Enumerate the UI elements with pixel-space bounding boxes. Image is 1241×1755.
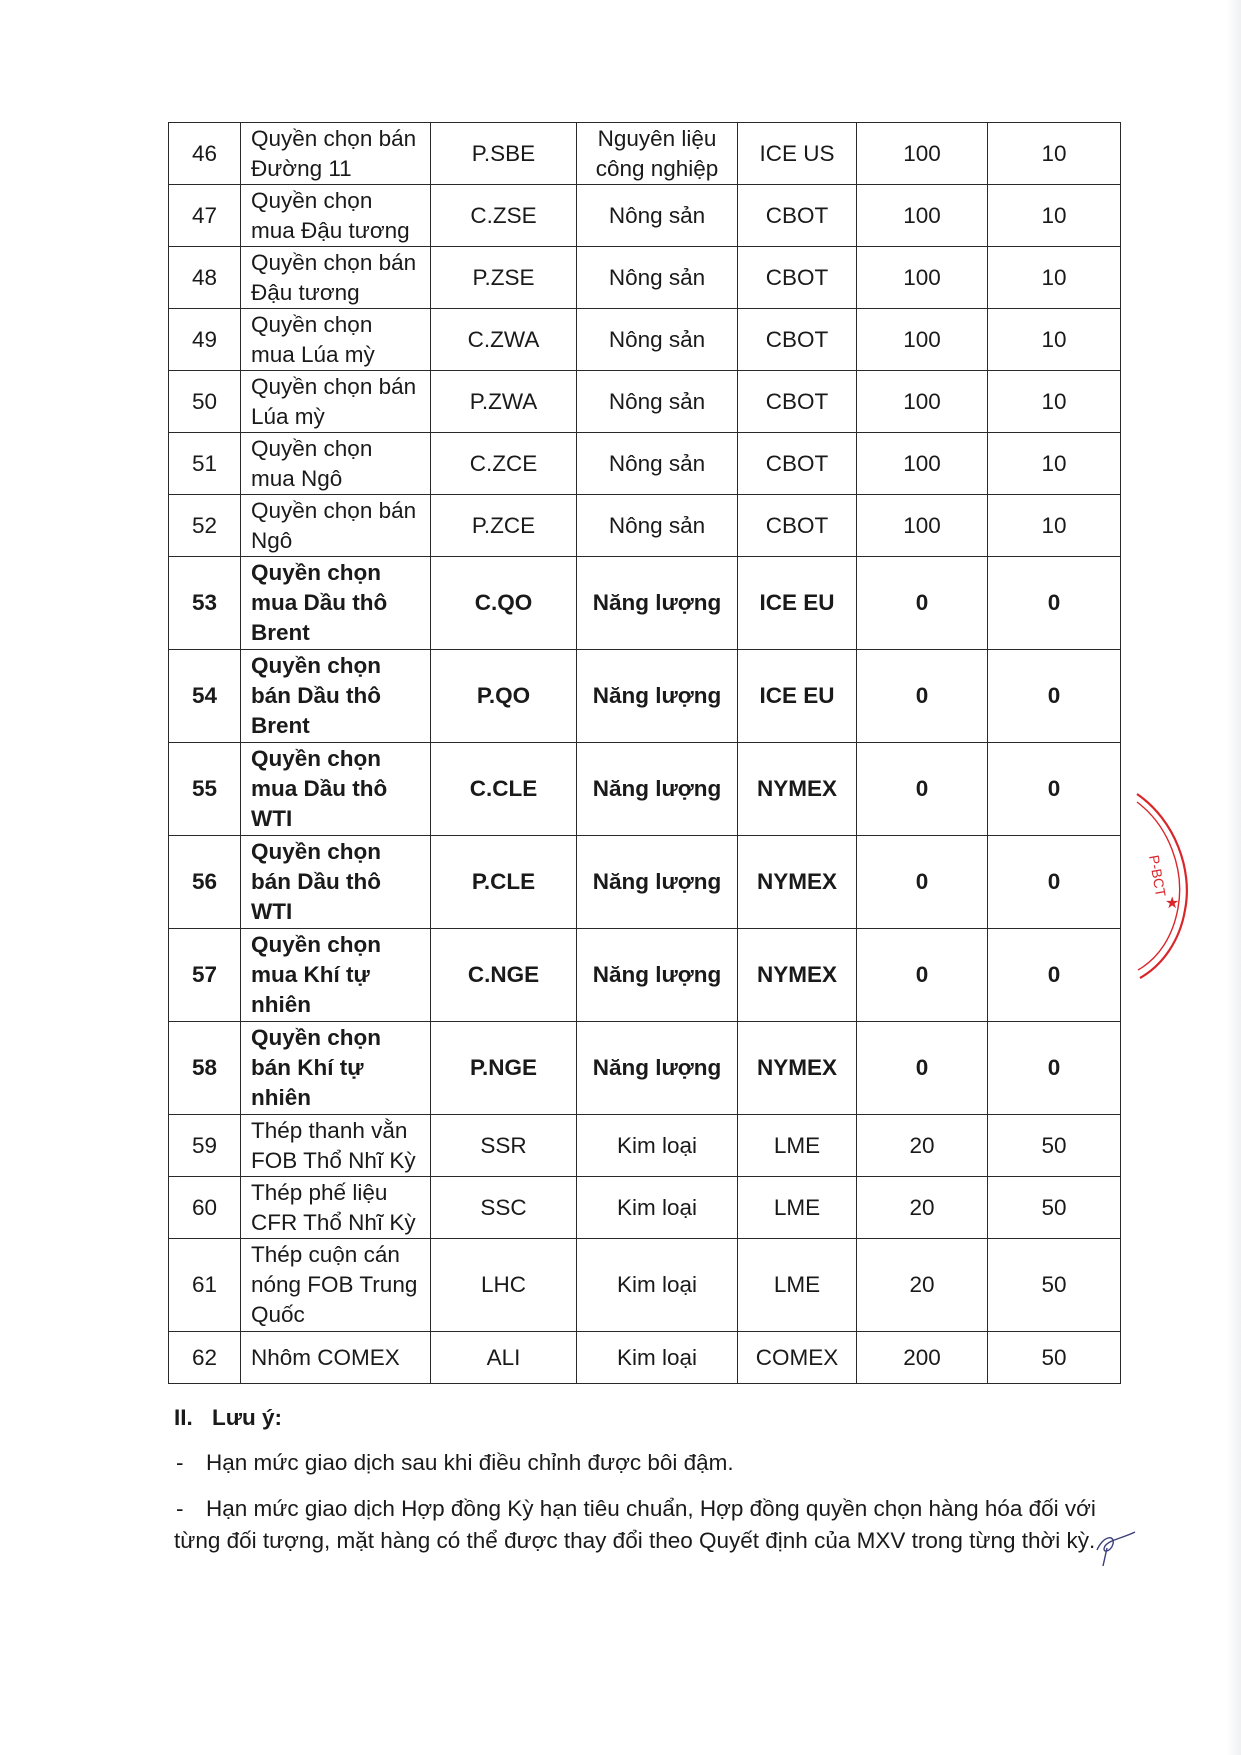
cell-limit-2: 0 — [988, 650, 1121, 743]
note-bullet: - — [176, 1450, 184, 1475]
cell-number: 54 — [169, 650, 241, 743]
cell-code: P.QO — [431, 650, 577, 743]
cell-name: Quyền chọn bán Khí tự nhiên — [241, 1022, 431, 1115]
cell-limit-1: 100 — [857, 247, 988, 309]
cell-number: 48 — [169, 247, 241, 309]
cell-group: Kim loại — [577, 1115, 738, 1177]
cell-name: Quyền chọn mua Khí tự nhiên — [241, 929, 431, 1022]
cell-code: SSC — [431, 1177, 577, 1239]
cell-limit-1: 100 — [857, 371, 988, 433]
note-item — [174, 1447, 1124, 1479]
cell-name: Quyền chọn bán Đường 11 — [241, 123, 431, 185]
table-row — [169, 1177, 1121, 1239]
table-row — [169, 557, 1121, 650]
table-row — [169, 185, 1121, 247]
cell-number: 57 — [169, 929, 241, 1022]
cell-limit-2: 10 — [988, 123, 1121, 185]
cell-exchange: ICE EU — [738, 650, 857, 743]
cell-limit-2: 50 — [988, 1177, 1121, 1239]
cell-limit-2: 0 — [988, 929, 1121, 1022]
cell-name: Nhôm COMEX — [241, 1332, 431, 1384]
cell-exchange: CBOT — [738, 185, 857, 247]
cell-exchange: NYMEX — [738, 1022, 857, 1115]
cell-group: Kim loại — [577, 1177, 738, 1239]
cell-number: 59 — [169, 1115, 241, 1177]
cell-limit-1: 0 — [857, 557, 988, 650]
cell-number: 53 — [169, 557, 241, 650]
official-stamp-fragment — [1135, 790, 1195, 980]
cell-group: Nông sản — [577, 309, 738, 371]
notes-number: II. — [174, 1405, 193, 1430]
cell-group: Năng lượng — [577, 836, 738, 929]
cell-code: C.ZWA — [431, 309, 577, 371]
cell-group: Nông sản — [577, 495, 738, 557]
cell-group: Nông sản — [577, 185, 738, 247]
table-row — [169, 309, 1121, 371]
cell-exchange: ICE US — [738, 123, 857, 185]
cell-code: SSR — [431, 1115, 577, 1177]
cell-code: P.CLE — [431, 836, 577, 929]
cell-exchange: NYMEX — [738, 836, 857, 929]
cell-code: P.ZWA — [431, 371, 577, 433]
cell-group: Nguyên liệu công nghiệp — [577, 123, 738, 185]
cell-name: Thép cuộn cán nóng FOB Trung Quốc — [241, 1239, 431, 1332]
cell-limit-1: 0 — [857, 929, 988, 1022]
table-row — [169, 1239, 1121, 1332]
cell-exchange: ICE EU — [738, 557, 857, 650]
table-row — [169, 1022, 1121, 1115]
cell-limit-2: 10 — [988, 371, 1121, 433]
note-text: Hạn mức giao dịch Hợp đồng Kỳ hạn tiêu chuẩn, Hợp đồng quyền chọn hàng hóa đối với từng đối tượng, mặt hàng có thể được thay đổi theo Quyết định của MXV trong từng thời kỳ. — [174, 1496, 1096, 1553]
cell-name: Quyền chọn mua Dầu thô Brent — [241, 557, 431, 650]
cell-limit-2: 0 — [988, 557, 1121, 650]
cell-limit-1: 20 — [857, 1115, 988, 1177]
cell-name: Thép phế liệu CFR Thổ Nhĩ Kỳ — [241, 1177, 431, 1239]
cell-limit-2: 10 — [988, 309, 1121, 371]
cell-name: Quyền chọn mua Đậu tương — [241, 185, 431, 247]
stamp-text: P-BCT — [1146, 853, 1170, 898]
cell-number: 56 — [169, 836, 241, 929]
table-row — [169, 495, 1121, 557]
cell-exchange: CBOT — [738, 433, 857, 495]
cell-name: Quyền chọn bán Dầu thô Brent — [241, 650, 431, 743]
cell-limit-2: 50 — [988, 1332, 1121, 1384]
cell-group: Năng lượng — [577, 743, 738, 836]
cell-limit-2: 10 — [988, 495, 1121, 557]
cell-exchange: CBOT — [738, 495, 857, 557]
table-row — [169, 123, 1121, 185]
cell-limit-1: 20 — [857, 1239, 988, 1332]
cell-exchange: LME — [738, 1115, 857, 1177]
trading-limits-table — [168, 122, 1121, 1384]
table-row — [169, 650, 1121, 743]
cell-code: C.ZSE — [431, 185, 577, 247]
cell-code: P.ZCE — [431, 495, 577, 557]
cell-group: Kim loại — [577, 1332, 738, 1384]
table-row — [169, 1115, 1121, 1177]
cell-code: C.CLE — [431, 743, 577, 836]
cell-group: Năng lượng — [577, 650, 738, 743]
notes-title: Lưu ý: — [212, 1405, 283, 1430]
cell-number: 46 — [169, 123, 241, 185]
cell-limit-1: 200 — [857, 1332, 988, 1384]
page-edge-shadow — [1227, 0, 1241, 1755]
cell-exchange: CBOT — [738, 371, 857, 433]
cell-group: Nông sản — [577, 247, 738, 309]
cell-code: ALI — [431, 1332, 577, 1384]
note-item — [174, 1493, 1124, 1557]
notes-heading — [174, 1405, 282, 1431]
table-row — [169, 371, 1121, 433]
cell-code: P.SBE — [431, 123, 577, 185]
cell-exchange: CBOT — [738, 309, 857, 371]
cell-exchange: CBOT — [738, 247, 857, 309]
cell-code: P.ZSE — [431, 247, 577, 309]
cell-name: Thép thanh vằn FOB Thổ Nhĩ Kỳ — [241, 1115, 431, 1177]
table-row — [169, 743, 1121, 836]
cell-limit-1: 20 — [857, 1177, 988, 1239]
cell-limit-2: 10 — [988, 247, 1121, 309]
cell-code: P.NGE — [431, 1022, 577, 1115]
cell-name: Quyền chọn mua Lúa mỳ — [241, 309, 431, 371]
cell-code: LHC — [431, 1239, 577, 1332]
cell-code: C.NGE — [431, 929, 577, 1022]
table-row — [169, 247, 1121, 309]
cell-limit-1: 0 — [857, 836, 988, 929]
cell-number: 55 — [169, 743, 241, 836]
cell-limit-1: 100 — [857, 433, 988, 495]
cell-group: Năng lượng — [577, 557, 738, 650]
cell-name: Quyền chọn mua Dầu thô WTI — [241, 743, 431, 836]
cell-limit-2: 50 — [988, 1115, 1121, 1177]
cell-name: Quyền chọn bán Đậu tương — [241, 247, 431, 309]
cell-limit-1: 0 — [857, 650, 988, 743]
star-icon: ★ — [1165, 893, 1180, 912]
cell-name: Quyền chọn bán Lúa mỳ — [241, 371, 431, 433]
cell-limit-2: 0 — [988, 1022, 1121, 1115]
cell-limit-2: 0 — [988, 836, 1121, 929]
cell-exchange: LME — [738, 1177, 857, 1239]
table-row — [169, 929, 1121, 1022]
initials-signature — [1093, 1528, 1138, 1568]
cell-limit-1: 0 — [857, 1022, 988, 1115]
table-row — [169, 836, 1121, 929]
cell-group: Nông sản — [577, 371, 738, 433]
cell-number: 47 — [169, 185, 241, 247]
cell-limit-1: 0 — [857, 743, 988, 836]
cell-number: 62 — [169, 1332, 241, 1384]
note-text: Hạn mức giao dịch sau khi điều chỉnh được bôi đậm. — [206, 1450, 734, 1475]
cell-exchange: LME — [738, 1239, 857, 1332]
cell-name: Quyền chọn bán Dầu thô WTI — [241, 836, 431, 929]
cell-exchange: NYMEX — [738, 929, 857, 1022]
cell-limit-1: 100 — [857, 185, 988, 247]
cell-exchange: NYMEX — [738, 743, 857, 836]
cell-limit-1: 100 — [857, 495, 988, 557]
cell-name: Quyền chọn mua Ngô — [241, 433, 431, 495]
cell-group: Nông sản — [577, 433, 738, 495]
cell-exchange: COMEX — [738, 1332, 857, 1384]
cell-number: 52 — [169, 495, 241, 557]
cell-group: Kim loại — [577, 1239, 738, 1332]
cell-code: C.QO — [431, 557, 577, 650]
cell-limit-1: 100 — [857, 309, 988, 371]
cell-code: C.ZCE — [431, 433, 577, 495]
cell-number: 60 — [169, 1177, 241, 1239]
cell-number: 49 — [169, 309, 241, 371]
table-row — [169, 433, 1121, 495]
cell-name: Quyền chọn bán Ngô — [241, 495, 431, 557]
cell-limit-2: 10 — [988, 433, 1121, 495]
cell-number: 51 — [169, 433, 241, 495]
cell-number: 50 — [169, 371, 241, 433]
note-bullet: - — [176, 1496, 184, 1521]
table-row — [169, 1332, 1121, 1384]
cell-group: Năng lượng — [577, 1022, 738, 1115]
cell-limit-2: 10 — [988, 185, 1121, 247]
cell-number: 58 — [169, 1022, 241, 1115]
cell-number: 61 — [169, 1239, 241, 1332]
cell-limit-1: 100 — [857, 123, 988, 185]
cell-group: Năng lượng — [577, 929, 738, 1022]
cell-limit-2: 0 — [988, 743, 1121, 836]
cell-limit-2: 50 — [988, 1239, 1121, 1332]
